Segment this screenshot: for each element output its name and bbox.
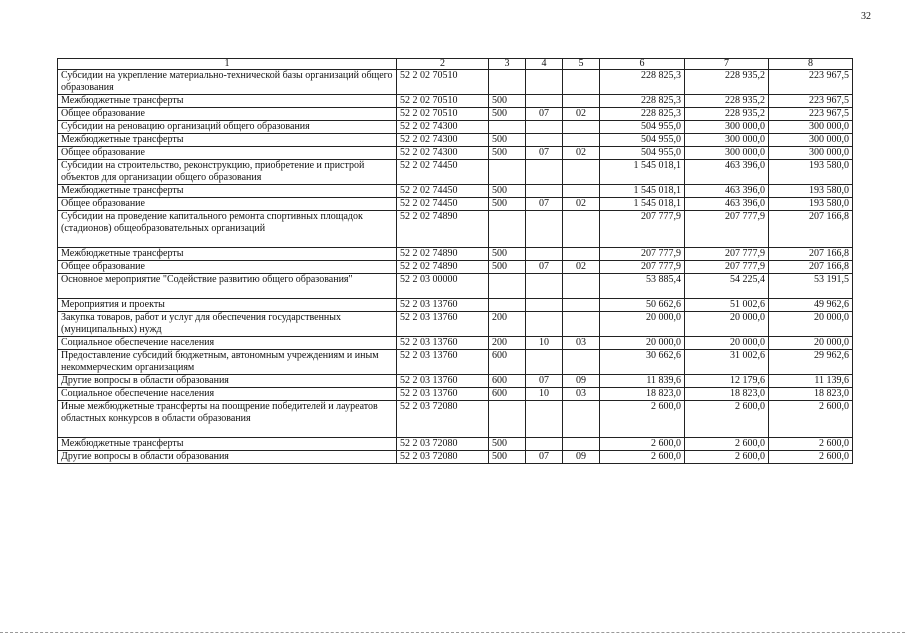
table-row xyxy=(58,70,853,95)
row-value7-cell: 20 000,0 xyxy=(685,337,769,350)
row-value8-cell: 2 600,0 xyxy=(769,451,853,464)
row-value8-cell: 2 600,0 xyxy=(769,438,853,451)
row-col3-cell xyxy=(489,160,526,185)
row-value8-cell: 53 191,5 xyxy=(769,274,853,299)
row-col5-cell xyxy=(563,438,600,451)
row-col4-cell: 07 xyxy=(526,198,563,211)
row-name-cell: Субсидии на реновацию организаций общего образования xyxy=(58,121,397,134)
row-col5-cell: 02 xyxy=(563,198,600,211)
row-col3-cell xyxy=(489,274,526,299)
row-col3-cell: 600 xyxy=(489,350,526,375)
row-value7-cell: 207 777,9 xyxy=(685,211,769,248)
row-col4-cell: 10 xyxy=(526,388,563,401)
row-value7-cell: 51 002,6 xyxy=(685,299,769,312)
row-value7-cell: 228 935,2 xyxy=(685,95,769,108)
row-value8-cell: 207 166,8 xyxy=(769,211,853,248)
page-number: 32 xyxy=(861,11,871,22)
row-col4-cell xyxy=(526,160,563,185)
row-col4-cell xyxy=(526,185,563,198)
row-value6-cell: 228 825,3 xyxy=(600,70,685,95)
row-value8-cell: 193 580,0 xyxy=(769,160,853,185)
table-row xyxy=(58,299,853,312)
row-value8-cell: 223 967,5 xyxy=(769,108,853,121)
table-row xyxy=(58,160,853,185)
row-value7-cell: 2 600,0 xyxy=(685,451,769,464)
row-value6-cell: 228 825,3 xyxy=(600,108,685,121)
row-value7-cell: 54 225,4 xyxy=(685,274,769,299)
row-value6-cell: 18 823,0 xyxy=(600,388,685,401)
row-value7-cell: 207 777,9 xyxy=(685,261,769,274)
row-value7-cell: 463 396,0 xyxy=(685,198,769,211)
row-col4-cell: 07 xyxy=(526,375,563,388)
row-value7-cell: 463 396,0 xyxy=(685,160,769,185)
row-col3-cell: 500 xyxy=(489,438,526,451)
row-name-cell: Иные межбюджетные трансферты на поощрение победителей и лауреатов областных конкурсов в области образования xyxy=(58,401,397,438)
row-col5-cell xyxy=(563,95,600,108)
row-value6-cell: 2 600,0 xyxy=(600,401,685,438)
row-col5-cell: 02 xyxy=(563,108,600,121)
row-col4-cell xyxy=(526,248,563,261)
row-value6-cell: 11 839,6 xyxy=(600,375,685,388)
table-row xyxy=(58,388,853,401)
row-col5-cell xyxy=(563,274,600,299)
row-value6-cell: 53 885,4 xyxy=(600,274,685,299)
table-row xyxy=(58,401,853,438)
row-name-cell: Общее образование xyxy=(58,108,397,121)
row-name-cell: Предоставление субсидий бюджетным, автономным учреждениям и иным некоммерческим организациям xyxy=(58,350,397,375)
row-value8-cell: 49 962,6 xyxy=(769,299,853,312)
row-code-cell: 52 2 03 13760 xyxy=(397,388,489,401)
row-value8-cell: 300 000,0 xyxy=(769,134,853,147)
row-code-cell: 52 2 03 00000 xyxy=(397,274,489,299)
row-value6-cell: 20 000,0 xyxy=(600,312,685,337)
header-cell-8: 8 xyxy=(769,59,853,70)
row-value6-cell: 207 777,9 xyxy=(600,248,685,261)
row-col3-cell: 500 xyxy=(489,198,526,211)
table-row xyxy=(58,185,853,198)
row-code-cell: 52 2 02 74890 xyxy=(397,261,489,274)
row-value7-cell: 18 823,0 xyxy=(685,388,769,401)
row-value8-cell: 193 580,0 xyxy=(769,198,853,211)
row-name-cell: Межбюджетные трансферты xyxy=(58,438,397,451)
row-col4-cell: 10 xyxy=(526,337,563,350)
row-value6-cell: 2 600,0 xyxy=(600,438,685,451)
row-col3-cell: 500 xyxy=(489,185,526,198)
row-value8-cell: 20 000,0 xyxy=(769,337,853,350)
row-value8-cell: 29 962,6 xyxy=(769,350,853,375)
table-row xyxy=(58,312,853,337)
row-col4-cell: 07 xyxy=(526,261,563,274)
row-value8-cell: 300 000,0 xyxy=(769,121,853,134)
row-col3-cell: 500 xyxy=(489,147,526,160)
row-value8-cell: 207 166,8 xyxy=(769,261,853,274)
row-col5-cell xyxy=(563,312,600,337)
row-value6-cell: 2 600,0 xyxy=(600,451,685,464)
row-value6-cell: 207 777,9 xyxy=(600,261,685,274)
row-value7-cell: 2 600,0 xyxy=(685,401,769,438)
row-col3-cell xyxy=(489,121,526,134)
table-row xyxy=(58,438,853,451)
row-name-cell: Субсидии на проведение капитального ремонта спортивных площадок (стадионов) общеобразовательных организаций xyxy=(58,211,397,248)
row-value7-cell: 207 777,9 xyxy=(685,248,769,261)
row-code-cell: 52 2 03 13760 xyxy=(397,375,489,388)
row-value6-cell: 207 777,9 xyxy=(600,211,685,248)
header-cell-3: 3 xyxy=(489,59,526,70)
row-value8-cell: 11 139,6 xyxy=(769,375,853,388)
budget-table xyxy=(57,58,853,464)
page-bottom-edge xyxy=(0,632,905,633)
row-name-cell: Общее образование xyxy=(58,198,397,211)
row-value7-cell: 300 000,0 xyxy=(685,147,769,160)
row-col3-cell: 200 xyxy=(489,337,526,350)
row-col5-cell: 02 xyxy=(563,147,600,160)
table-row xyxy=(58,121,853,134)
row-value6-cell: 1 545 018,1 xyxy=(600,198,685,211)
table-row xyxy=(58,211,853,248)
table-row xyxy=(58,248,853,261)
header-cell-5: 5 xyxy=(563,59,600,70)
row-col3-cell xyxy=(489,211,526,248)
row-value6-cell: 504 955,0 xyxy=(600,147,685,160)
header-cell-2: 2 xyxy=(397,59,489,70)
row-col4-cell xyxy=(526,121,563,134)
row-col4-cell xyxy=(526,299,563,312)
row-col4-cell xyxy=(526,95,563,108)
row-value8-cell: 18 823,0 xyxy=(769,388,853,401)
row-col3-cell: 500 xyxy=(489,248,526,261)
row-value7-cell: 12 179,6 xyxy=(685,375,769,388)
row-col5-cell: 03 xyxy=(563,388,600,401)
row-value8-cell: 300 000,0 xyxy=(769,147,853,160)
row-col4-cell: 07 xyxy=(526,147,563,160)
row-value8-cell: 20 000,0 xyxy=(769,312,853,337)
row-col4-cell: 07 xyxy=(526,451,563,464)
header-cell-7: 7 xyxy=(685,59,769,70)
row-value7-cell: 20 000,0 xyxy=(685,312,769,337)
row-value7-cell: 228 935,2 xyxy=(685,70,769,95)
row-col3-cell xyxy=(489,401,526,438)
row-name-cell: Другие вопросы в области образования xyxy=(58,375,397,388)
row-name-cell: Межбюджетные трансферты xyxy=(58,134,397,147)
header-cell-6: 6 xyxy=(600,59,685,70)
row-value6-cell: 30 662,6 xyxy=(600,350,685,375)
row-code-cell: 52 2 02 74300 xyxy=(397,121,489,134)
row-value8-cell: 2 600,0 xyxy=(769,401,853,438)
table-row xyxy=(58,337,853,350)
table-row xyxy=(58,261,853,274)
table-row xyxy=(58,95,853,108)
row-col4-cell xyxy=(526,401,563,438)
row-name-cell: Закупка товаров, работ и услуг для обеспечения государственных (муниципальных) нужд xyxy=(58,312,397,337)
row-name-cell: Общее образование xyxy=(58,147,397,160)
row-code-cell: 52 2 03 72080 xyxy=(397,451,489,464)
row-code-cell: 52 2 02 74890 xyxy=(397,248,489,261)
row-col5-cell xyxy=(563,299,600,312)
row-col4-cell xyxy=(526,134,563,147)
table-row xyxy=(58,451,853,464)
row-code-cell: 52 2 02 70510 xyxy=(397,95,489,108)
row-name-cell: Мероприятия и проекты xyxy=(58,299,397,312)
row-code-cell: 52 2 02 70510 xyxy=(397,70,489,95)
row-col3-cell xyxy=(489,70,526,95)
row-value7-cell: 300 000,0 xyxy=(685,121,769,134)
row-code-cell: 52 2 03 13760 xyxy=(397,299,489,312)
row-col5-cell xyxy=(563,248,600,261)
table-row xyxy=(58,198,853,211)
row-value8-cell: 207 166,8 xyxy=(769,248,853,261)
row-code-cell: 52 2 02 70510 xyxy=(397,108,489,121)
row-value8-cell: 223 967,5 xyxy=(769,70,853,95)
row-name-cell: Субсидии на укрепление материально-технической базы организаций общего образования xyxy=(58,70,397,95)
row-code-cell: 52 2 02 74890 xyxy=(397,211,489,248)
row-col4-cell xyxy=(526,350,563,375)
row-col3-cell: 200 xyxy=(489,312,526,337)
row-col3-cell: 500 xyxy=(489,95,526,108)
row-code-cell: 52 2 03 13760 xyxy=(397,350,489,375)
row-col3-cell: 500 xyxy=(489,108,526,121)
row-col5-cell: 03 xyxy=(563,337,600,350)
row-name-cell: Межбюджетные трансферты xyxy=(58,185,397,198)
table-row xyxy=(58,375,853,388)
header-cell-4: 4 xyxy=(526,59,563,70)
row-name-cell: Межбюджетные трансферты xyxy=(58,248,397,261)
row-code-cell: 52 2 03 13760 xyxy=(397,337,489,350)
row-value7-cell: 463 396,0 xyxy=(685,185,769,198)
row-value7-cell: 2 600,0 xyxy=(685,438,769,451)
row-name-cell: Субсидии на строительство, реконструкцию, приобретение и пристрой объектов для организации общего образования xyxy=(58,160,397,185)
row-value6-cell: 504 955,0 xyxy=(600,121,685,134)
row-name-cell: Социальное обеспечение населения xyxy=(58,388,397,401)
row-code-cell: 52 2 03 72080 xyxy=(397,401,489,438)
table-row xyxy=(58,108,853,121)
row-value6-cell: 20 000,0 xyxy=(600,337,685,350)
row-code-cell: 52 2 02 74300 xyxy=(397,147,489,160)
row-col5-cell xyxy=(563,185,600,198)
row-col5-cell xyxy=(563,211,600,248)
row-code-cell: 52 2 02 74450 xyxy=(397,185,489,198)
row-col4-cell xyxy=(526,312,563,337)
row-name-cell: Другие вопросы в области образования xyxy=(58,451,397,464)
row-value6-cell: 504 955,0 xyxy=(600,134,685,147)
row-value8-cell: 193 580,0 xyxy=(769,185,853,198)
header-row xyxy=(58,59,853,70)
row-col5-cell xyxy=(563,350,600,375)
row-value6-cell: 50 662,6 xyxy=(600,299,685,312)
row-col4-cell xyxy=(526,70,563,95)
table-row xyxy=(58,147,853,160)
row-code-cell: 52 2 02 74450 xyxy=(397,160,489,185)
row-name-cell: Социальное обеспечение населения xyxy=(58,337,397,350)
row-name-cell: Основное мероприятие "Содействие развитию общего образования" xyxy=(58,274,397,299)
row-col5-cell xyxy=(563,401,600,438)
row-col5-cell xyxy=(563,134,600,147)
row-value7-cell: 228 935,2 xyxy=(685,108,769,121)
table-body xyxy=(58,70,853,464)
row-value8-cell: 223 967,5 xyxy=(769,95,853,108)
row-col4-cell xyxy=(526,274,563,299)
row-col3-cell xyxy=(489,299,526,312)
row-value6-cell: 1 545 018,1 xyxy=(600,185,685,198)
row-col4-cell xyxy=(526,211,563,248)
row-code-cell: 52 2 03 13760 xyxy=(397,312,489,337)
row-col4-cell xyxy=(526,438,563,451)
row-name-cell: Межбюджетные трансферты xyxy=(58,95,397,108)
row-col3-cell: 600 xyxy=(489,375,526,388)
table-row xyxy=(58,350,853,375)
row-col5-cell: 09 xyxy=(563,375,600,388)
header-cell-1: 1 xyxy=(58,59,397,70)
row-code-cell: 52 2 03 72080 xyxy=(397,438,489,451)
row-col3-cell: 500 xyxy=(489,261,526,274)
row-col5-cell xyxy=(563,70,600,95)
row-code-cell: 52 2 02 74300 xyxy=(397,134,489,147)
row-col3-cell: 600 xyxy=(489,388,526,401)
row-col3-cell: 500 xyxy=(489,134,526,147)
row-col5-cell xyxy=(563,160,600,185)
row-name-cell: Общее образование xyxy=(58,261,397,274)
row-col5-cell: 02 xyxy=(563,261,600,274)
row-value7-cell: 300 000,0 xyxy=(685,134,769,147)
row-col5-cell: 09 xyxy=(563,451,600,464)
row-value6-cell: 1 545 018,1 xyxy=(600,160,685,185)
row-col5-cell xyxy=(563,121,600,134)
row-col4-cell: 07 xyxy=(526,108,563,121)
row-code-cell: 52 2 02 74450 xyxy=(397,198,489,211)
row-value6-cell: 228 825,3 xyxy=(600,95,685,108)
row-col3-cell: 500 xyxy=(489,451,526,464)
table-row xyxy=(58,134,853,147)
table-row xyxy=(58,274,853,299)
row-value7-cell: 31 002,6 xyxy=(685,350,769,375)
